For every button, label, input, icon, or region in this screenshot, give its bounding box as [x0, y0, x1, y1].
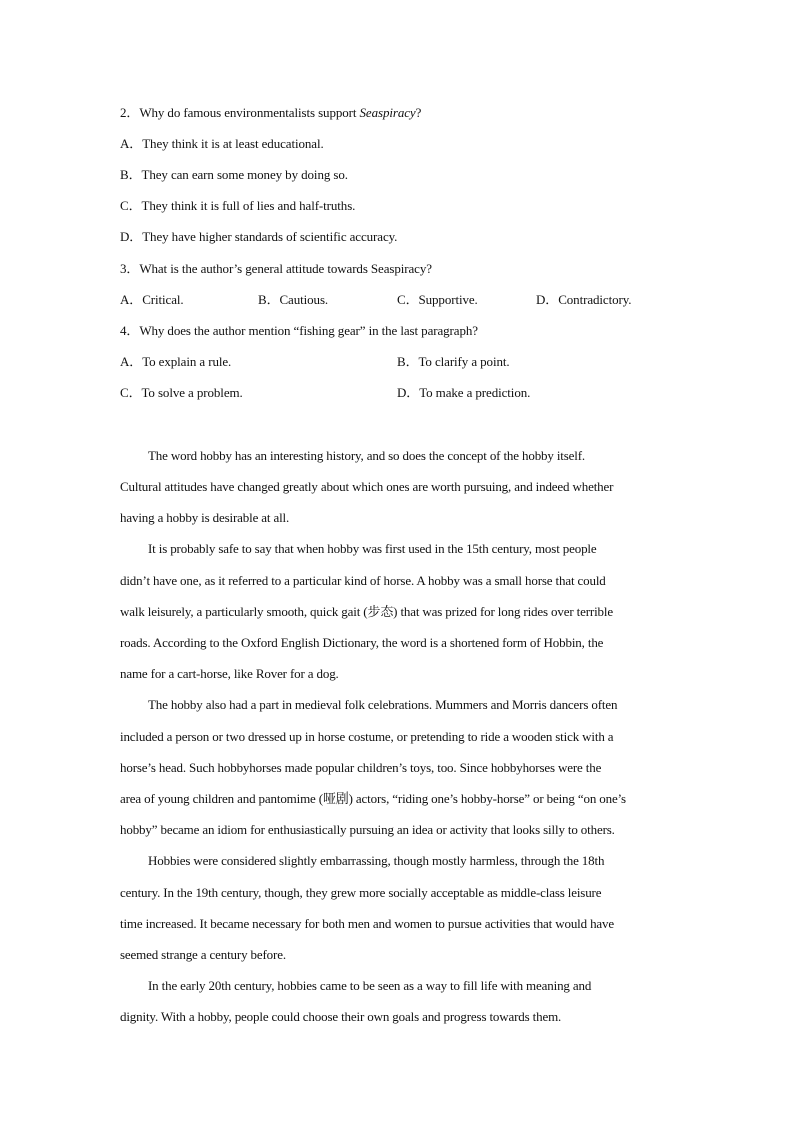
passage-line: time increased. It became necessary for both men and women to pursue activities that would have — [120, 916, 615, 931]
option-text: To clarify a point. — [418, 354, 510, 369]
question-2-stem — [120, 105, 421, 121]
question-text: Why do famous environmentalists support — [139, 105, 360, 120]
passage-line: In the early 20th century, hobbies came to be seen as a way to fill life with meaning and — [148, 978, 592, 993]
question-4-option-d[interactable] — [397, 385, 530, 401]
option-letter: A． — [120, 292, 143, 307]
question-2-option-d[interactable] — [120, 229, 397, 245]
passage-line: walk leisurely, a particularly smooth, quick gait (步态) that was prized for long rides over terrible — [120, 604, 613, 619]
passage-line: name for a cart-horse, like Rover for a dog. — [120, 666, 339, 681]
question-2-option-c[interactable] — [120, 198, 355, 214]
option-text: They think it is at least educational. — [142, 136, 324, 151]
question-4-option-a[interactable] — [120, 354, 231, 370]
option-letter: B． — [397, 354, 419, 369]
option-letter: C． — [120, 385, 142, 400]
passage-line: Cultural attitudes have changed greatly about which ones are worth pursuing, and indeed whether — [120, 479, 614, 494]
option-text: They think it is full of lies and half-truths. — [141, 198, 356, 213]
question-number: 3． — [120, 261, 140, 276]
passage-line: The word hobby has an interesting history, and so does the concept of the hobby itself. — [148, 448, 586, 463]
option-letter: D． — [397, 385, 420, 400]
passage-line: didn’t have one, as it referred to a particular kind of horse. A hobby was a small horse that could — [120, 573, 606, 588]
film-title: Seaspiracy — [359, 105, 416, 120]
passage-line: century. In the 19th century, though, they grew more socially acceptable as middle-class leisure — [120, 885, 602, 900]
option-letter: B． — [120, 167, 142, 182]
option-letter: D． — [536, 292, 559, 307]
option-text: To explain a rule. — [142, 354, 232, 369]
question-4-option-c[interactable] — [120, 385, 243, 401]
option-text: Contradictory. — [558, 292, 632, 307]
passage-line: The hobby also had a part in medieval folk celebrations. Mummers and Morris dancers often — [148, 697, 618, 712]
option-letter: A． — [120, 354, 143, 369]
option-text: They have higher standards of scientific accuracy. — [142, 229, 398, 244]
question-3-option-a[interactable] — [120, 292, 184, 308]
question-text: Why does the author mention “fishing gear” in the last paragraph? — [139, 323, 478, 338]
question-mark: ? — [415, 105, 422, 120]
passage-line: included a person or two dressed up in horse costume, or pretending to ride a wooden stick with a — [120, 729, 614, 744]
option-text: Supportive. — [418, 292, 478, 307]
question-3-stem — [120, 261, 432, 277]
option-letter: C． — [397, 292, 419, 307]
option-letter: D． — [120, 229, 143, 244]
question-3-option-b[interactable] — [258, 292, 328, 308]
passage-line: It is probably safe to say that when hobby was first used in the 15th century, most people — [148, 541, 597, 556]
question-text: What is the author’s general attitude towards Seaspiracy? — [139, 261, 432, 276]
option-text: Cautious. — [279, 292, 329, 307]
option-letter: A． — [120, 136, 143, 151]
option-letter: B． — [258, 292, 280, 307]
question-number: 4． — [120, 323, 140, 338]
question-4-option-b[interactable] — [397, 354, 510, 370]
passage-line: Hobbies were considered slightly embarrassing, though mostly harmless, through the 18th — [148, 853, 605, 868]
question-3-option-c[interactable] — [397, 292, 478, 308]
passage-line: roads. According to the Oxford English Dictionary, the word is a shortened form of Hobbin, the — [120, 635, 604, 650]
passage-line: dignity. With a hobby, people could choose their own goals and progress towards them. — [120, 1009, 562, 1024]
passage-line: horse’s head. Such hobbyhorses made popular children’s toys, too. Since hobbyhorses were the — [120, 760, 602, 775]
question-4-stem — [120, 323, 478, 339]
option-text: To solve a problem. — [141, 385, 243, 400]
passage-line: having a hobby is desirable at all. — [120, 510, 290, 525]
option-letter: C． — [120, 198, 142, 213]
option-text: They can earn some money by doing so. — [141, 167, 348, 182]
question-2-option-a[interactable] — [120, 136, 324, 152]
passage-line: area of young children and pantomime (哑剧) actors, “riding one’s hobby-horse” or being “on one’s — [120, 791, 626, 806]
passage-line: hobby” became an idiom for enthusiastically pursuing an idea or activity that looks silly to others. — [120, 822, 615, 837]
passage-line: seemed strange a century before. — [120, 947, 286, 962]
option-text: Critical. — [142, 292, 184, 307]
question-2-option-b[interactable] — [120, 167, 348, 183]
option-text: To make a prediction. — [419, 385, 531, 400]
question-3-option-d[interactable] — [536, 292, 631, 308]
question-number: 2． — [120, 105, 140, 120]
